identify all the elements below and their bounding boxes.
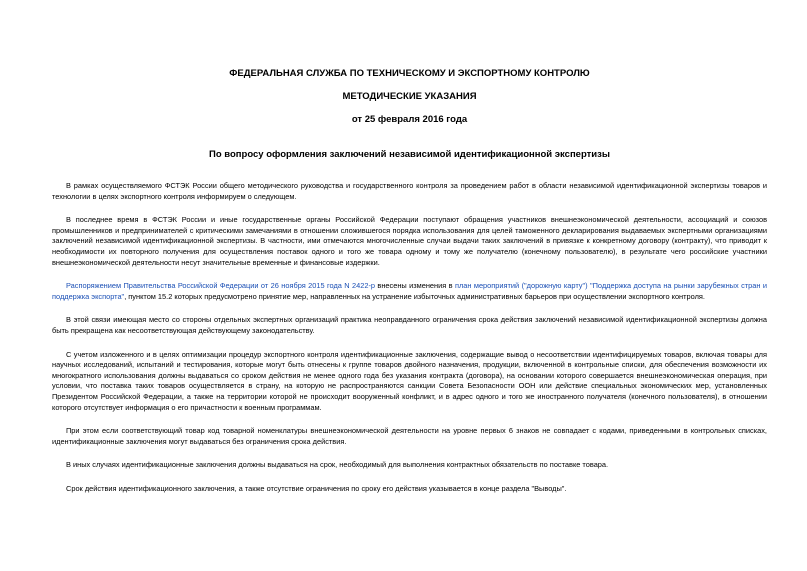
paragraph-4: В этой связи имеющая место со стороны отдельных экспертных организаций практика неоправданного ограничения срока действия заключений независимой идентификационной экспертизы должна быть прекращена как несоответствующая действующему законодательству.	[52, 315, 767, 335]
paragraph-3-text-1: внесены изменения в	[375, 281, 455, 291]
document-date: от 25 февраля 2016 года	[351, 114, 468, 125]
paragraph-3-text-2: , пунктом 15.2 которых предусмотрено принятие мер, направленных на устранение избыточных административных барьеров при осуществлении экспортного контроля.	[124, 291, 705, 301]
paragraph-6: При этом если соответствующий товар код товарной номенклатуры внешнеэкономической деятельности на уровне первых 6 знаков не совпадает с кодами, приведенными в контрольных списках, идентификационные заключения могут выдаваться без ограничения срока действия.	[52, 426, 767, 446]
document-body	[52, 181, 767, 494]
paragraph-7: В иных случаях идентификационные заключения должны выдаваться на срок, необходимый для выполнения контрактных обязательств по поставке товара.	[66, 460, 609, 470]
document-type-heading: МЕТОДИЧЕСКИЕ УКАЗАНИЯ	[342, 91, 477, 102]
paragraph-1: В рамках осуществляемого ФСТЭК России общего методического руководства и государственного контроля за проведением работ в области независимой идентификационной экспертизы товаров и технологии в целях экспортного контроля информируем о следующем.	[52, 181, 767, 201]
document-subject: По вопросу оформления заключений независимой идентификационной экспертизы	[209, 149, 610, 160]
roadmap-link[interactable]: план мероприятий ("дорожную карту") "Поддержка доступа на рынки зарубежных стран и поддержка экспорта"	[52, 281, 767, 301]
paragraph-5: С учетом изложенного и в целях оптимизации процедур экспортного контроля идентификационные заключения, содержащие вывод о несоответствии идентифицируемых товаров, включая товары для научных исследований, испытаний и тестирования, которые могут быть отнесены к группе товаров двойного назначения, продукции, включенной в контрольные списки, для обеспечения возможности их многократного использования должны выдаваться со сроком действия не менее одного года без указания контракта (договора), на основании которого совершается внешнеэкономическая операция, при условии, что поставка таких товаров осуществляется в страну, на которую не распространяются санкции Совета Безопасности ООН или действие специальных экономических мер, установленных Президентом Российской Федерации, а также на территории которой не происходит вооруженный конфликт, и в адрес одного и того же иностранного получателя (конечного пользователя), в отношении которого отсутствует информация о его причастности к военным программам.	[52, 349, 767, 412]
government-order-link[interactable]: Распоряжением Правительства Российской Федерации от 26 ноября 2015 года N 2422-р	[66, 281, 376, 291]
paragraph-3	[52, 281, 767, 302]
organization-heading: ФЕДЕРАЛЬНАЯ СЛУЖБА ПО ТЕХНИЧЕСКОМУ И ЭКСПОРТНОМУ КОНТРОЛЮ	[229, 68, 590, 79]
paragraph-2: В последнее время в ФСТЭК России и иные государственные органы Российской Федерации поступают обращения участников внешнеэкономической деятельности, ассоциаций и союзов промышленников и предпринимателей с критическими замечаниями в отношении сложившегося порядка использования для целей таможенного декларирования выдаваемых экспертными организациями заключений независимой идентификационной экспертизы. В частности, ими отмечаются многочисленные случаи выдачи таких заключений в привязке к конкретному договору (контракту), что приводит к необходимости их повторного получения для осуществления поставок одного и того же товара одному и тому же получателю (конечному пользователю), в результате чего российские участники внешнеэкономической деятельности несут значительные временные и финансовые издержки.	[52, 215, 767, 267]
paragraph-8: Срок действия идентификационного заключения, а также отсутствие ограничения по сроку его действия указывается в конце раздела "Выводы".	[66, 483, 567, 493]
